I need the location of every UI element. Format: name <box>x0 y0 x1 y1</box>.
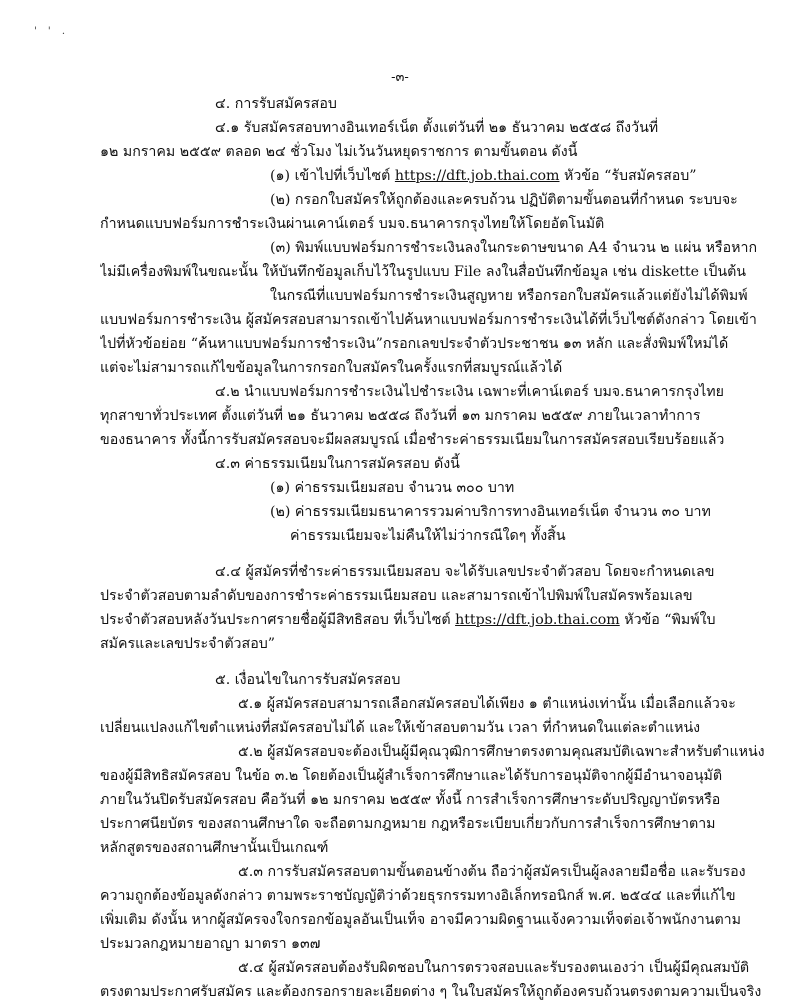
step-3-line-2: ไม่มีเครื่องพิมพ์ในขณะนั้น ให้บันทึกข้อมูลเก็บไว้ในรูปแบบ File ลงในสื่อบันทึกข้อมูล เช่น diskette เป็นต้น <box>100 264 747 280</box>
para-5-3-line-3: เพิ่มเติม ดังนั้น หากผู้สมัครจงใจกรอกข้อมูลอันเป็นเท็จ อาจมีความผิดฐานแจ้งความเท็จต่อเจ้าพนักงานตาม <box>100 912 741 928</box>
section-5-heading: ๕. เงื่อนไขในการรับสมัครสอบ <box>215 672 401 688</box>
para-4-4-topic: หัวข้อ “พิมพ์ใบ <box>619 612 716 628</box>
lost-form-line-3: ไปที่หัวข้อย่อย “ค้นหาแบบฟอร์มการชำระเงิน”กรอกเลขประจำตัวประชาชน ๑๓ หลัก และสั่งพิมพ์ใหม่ได้ <box>100 336 729 352</box>
para-5-4-line-1: ๕.๔ ผู้สมัครสอบต้องรับผิดชอบในการตรวจสอบและรับรองตนเองว่า เป็นผู้มีคุณสมบัติ <box>238 960 750 976</box>
para-4-4-line-3 <box>100 608 765 632</box>
page-number: -๓- <box>391 70 409 85</box>
scan-specks: ' ' . <box>34 26 70 37</box>
website-link[interactable]: https://dft.job.thai.com <box>394 168 560 184</box>
para-5-3-line-1: ๕.๓ การรับสมัครสอบตามขั้นตอนข้างต้น ถือว่าผู้สมัครเป็นผู้ลงลายมือชื่อ และรับรอง <box>238 864 746 880</box>
lost-form-line-1: ในกรณีที่แบบฟอร์มการชำระเงินสูญหาย หรือกรอกใบสมัครแล้วแต่ยังไม่ได้พิมพ์ <box>270 288 748 304</box>
step-1-topic: หัวข้อ “รับสมัครสอบ” <box>559 168 697 184</box>
para-5-2-line-1: ๕.๒ ผู้สมัครสอบจะต้องเป็นผู้มีคุณวุฒิการศึกษาตรงตามคุณสมบัติเฉพาะสำหรับตำแหน่ง <box>238 744 765 760</box>
para-5-2-line-5: หลักสูตรของสถานศึกษานั้นเป็นเกณฑ์ <box>100 840 329 856</box>
fee-note: ค่าธรรมเนียมจะไม่คืนให้ไม่ว่ากรณีใดๆ ทั้งสิ้น <box>290 528 566 544</box>
para-4-3-line-1: ๔.๓ ค่าธรรมเนียมในการสมัครสอบ ดังนี้ <box>215 456 460 472</box>
para-5-2-line-2: ของผู้มีสิทธิสมัครสอบ ในข้อ ๓.๒ โดยต้องเป็นผู้สำเร็จการศึกษาและได้รับการอนุมัติจากผู้มีอำนาจอนุมัติ <box>100 768 723 784</box>
para-4-2-line-3: ของธนาคาร ทั้งนี้การรับสมัครสอบจะมีผลสมบูรณ์ เมื่อชำระค่าธรรมเนียมในการสมัครสอบเรียบร้อยแล้ว <box>100 432 725 448</box>
step-1-text: (๑) เข้าไปที่เว็บไซต์ <box>270 168 395 184</box>
para-5-3-line-4: ประมวลกฎหมายอาญา มาตรา ๑๓๗ <box>100 936 321 952</box>
para-4-4-line-2: ประจำตัวสอบตามลำดับของการชำระค่าธรรมเนียมสอบ และสามารถเข้าไปพิมพ์ใบสมัครพร้อมเลข <box>100 588 693 604</box>
section-4-heading: ๔. การรับสมัครสอบ <box>215 96 337 112</box>
lost-form-line-4: แต่จะไม่สามารถแก้ไขข้อมูลในการกรอกใบสมัครในครั้งแรกที่สมบูรณ์แล้วได้ <box>100 360 563 376</box>
website-link-2[interactable]: https://dft.job.thai.com <box>455 612 620 628</box>
para-5-4-line-2: ตรงตามประกาศรับสมัคร และต้องกรอกรายละเอียดต่าง ๆ ในใบสมัครให้ถูกต้องครบถ้วนตรงตามความเป็นจริง <box>100 984 762 1000</box>
para-4-2-line-1: ๔.๒ นำแบบฟอร์มการชำระเงินไปชำระเงิน เฉพาะที่เคาน์เตอร์ บมจ.ธนาคารกรุงไทย <box>215 384 724 400</box>
para-4-2-line-2: ทุกสาขาทั่วประเทศ ตั้งแต่วันที่ ๒๑ ธันวาคม ๒๕๕๘ ถึงวันที่ ๑๓ มกราคม ๒๕๕๙ ภายในเวลาทำการ <box>100 408 701 424</box>
step-3-line-1: (๓) พิมพ์แบบฟอร์มการชำระเงินลงในกระดาษขนาด A4 จำนวน ๒ แผ่น หรือหาก <box>270 240 758 256</box>
fee-item-1: (๑) ค่าธรรมเนียมสอบ จำนวน ๓๐๐ บาท <box>270 480 515 496</box>
para-5-2-line-4: ประกาศนียบัตร ของสถานศึกษาใด จะถือตามกฎหมาย กฎหรือระเบียบเกี่ยวกับการสำเร็จการศึกษาตาม <box>100 816 716 832</box>
para-4-4-line-4: สมัครและเลขประจำตัวสอบ” <box>100 636 275 652</box>
lost-form-line-2: แบบฟอร์มการชำระเงิน ผู้สมัครสอบสามารถเข้าไปค้นหาแบบฟอร์มการชำระเงินได้ที่เว็บไซต์ดังกล่าว โดยเข้า <box>100 312 757 328</box>
para-4-1-line-1: ๔.๑ รับสมัครสอบทางอินเทอร์เน็ต ตั้งแต่วันที่ ๒๑ ธันวาคม ๒๕๕๘ ถึงวันที่ <box>215 120 659 136</box>
fee-item-2: (๒) ค่าธรรมเนียมธนาคารรวมค่าบริการทางอินเทอร์เน็ต จำนวน ๓๐ บาท <box>270 504 711 520</box>
para-4-4-line-1: ๔.๔ ผู้สมัครที่ชำระค่าธรรมเนียมสอบ จะได้รับเลขประจำตัวสอบ โดยจะกำหนดเลข <box>215 564 715 580</box>
para-5-2-line-3: ภายในวันปิดรับสมัครสอบ คือวันที่ ๑๒ มกราคม ๒๕๕๙ ทั้งนี้ การสำเร็จการศึกษาระดับปริญญาบัตรหรือ <box>100 792 721 808</box>
step-2-line-2: กำหนดแบบฟอร์มการชำระเงินผ่านเคาน์เตอร์ บมจ.ธนาคารกรุงไทยให้โดยอัตโนมัติ <box>100 216 605 232</box>
document-body <box>100 92 765 1004</box>
para-4-4-text: ประจำตัวสอบหลังวันประกาศรายชื่อผู้มีสิทธิสอบ ที่เว็บไซต์ <box>100 612 456 628</box>
para-5-1-line-1: ๕.๑ ผู้สมัครสอบสามารถเลือกสมัครสอบได้เพียง ๑ ตำแหน่งเท่านั้น เมื่อเลือกแล้วจะ <box>238 696 736 712</box>
para-4-1-line-2: ๑๒ มกราคม ๒๕๕๙ ตลอด ๒๔ ชั่วโมง ไม่เว้นวันหยุดราชการ ตามขั้นตอน ดังนี้ <box>100 144 578 160</box>
para-5-1-line-2: เปลี่ยนแปลงแก้ไขตำแหน่งที่สมัครสอบไม่ได้ และให้เข้าสอบตามวัน เวลา ที่กำหนดในแต่ละตำแหน่ง <box>100 720 701 736</box>
para-5-3-line-2: ความถูกต้องข้อมูลดังกล่าว ตามพระราชบัญญัติว่าด้วยธุรกรรมทางอิเล็กทรอนิกส์ พ.ศ. ๒๕๔๔ และที่แก้ไข <box>100 888 736 904</box>
step-1-line <box>100 164 765 188</box>
step-2-line-1: (๒) กรอกใบสมัครให้ถูกต้องและครบถ้วน ปฏิบัติตามขั้นตอนที่กำหนด ระบบจะ <box>270 192 738 208</box>
